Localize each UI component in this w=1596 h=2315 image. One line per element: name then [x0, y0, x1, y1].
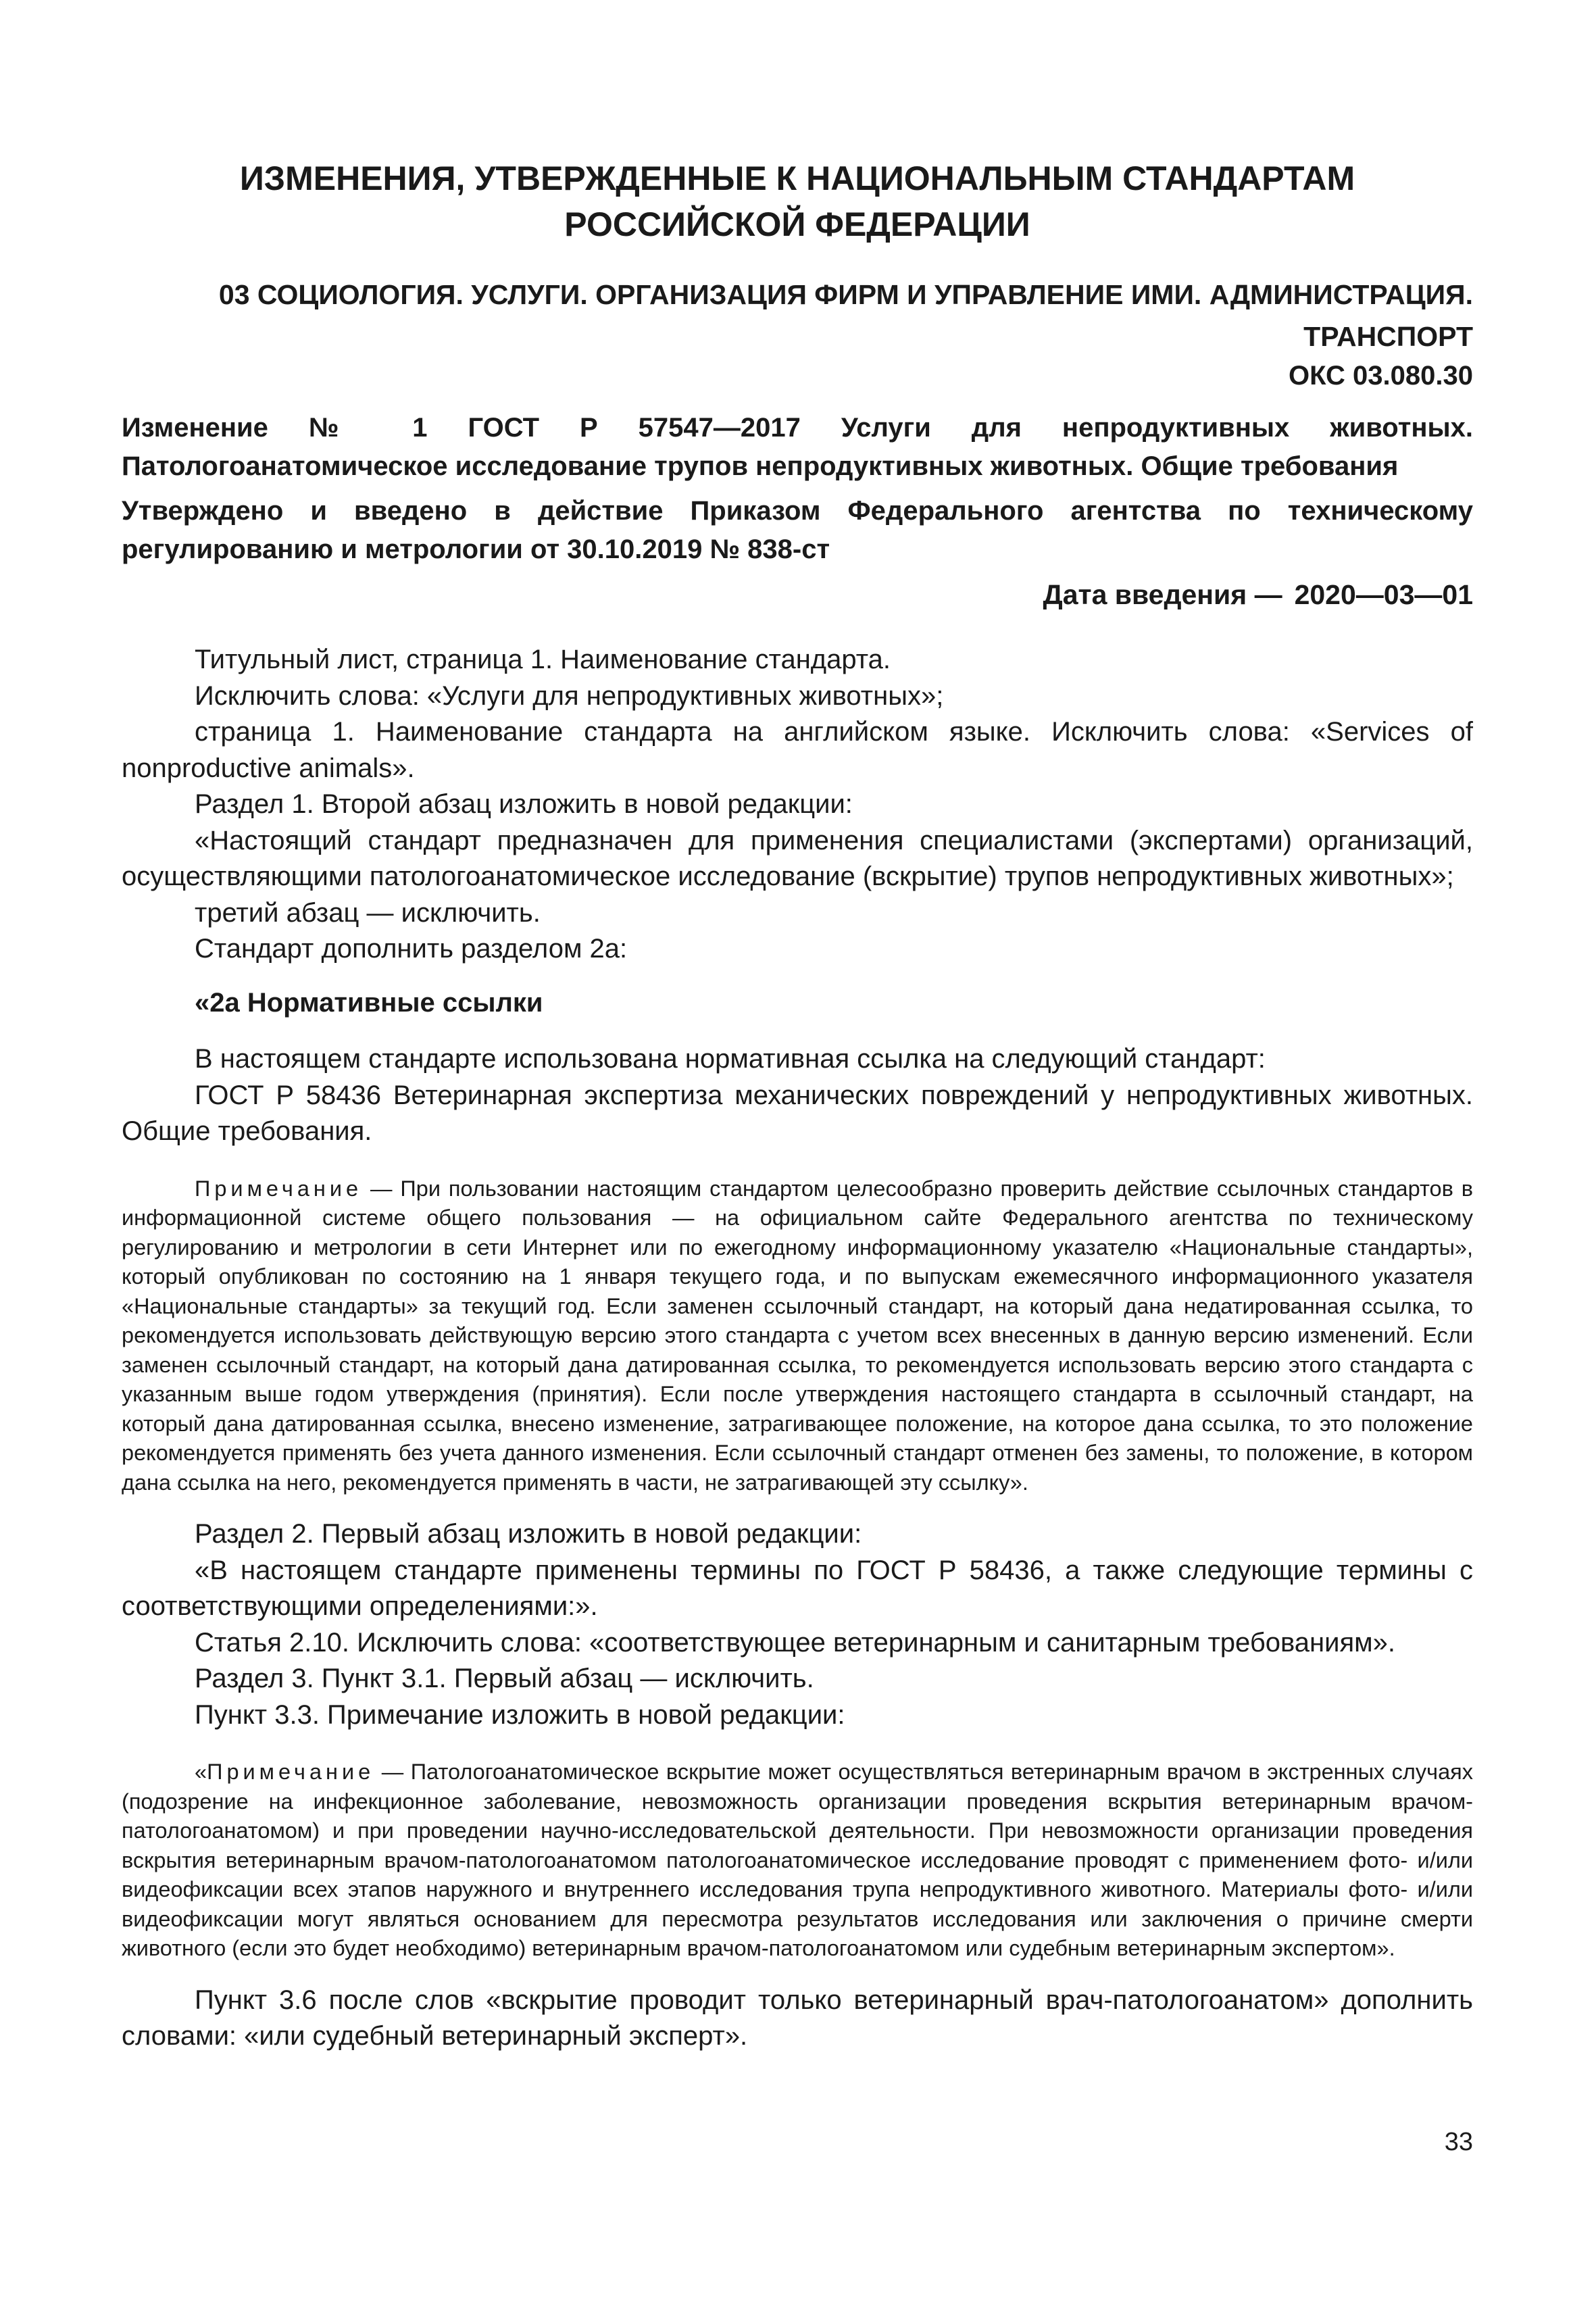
page-title-line2: РОССИЙСКОЙ ФЕДЕРАЦИИ: [564, 205, 1030, 243]
note-block: [122, 1758, 1473, 1964]
paragraph: страница 1. Наименование стандарта на английском языке. Исключить слова: «Services of nonproductive animals».: [122, 717, 1473, 783]
note-text: — При пользовании настоящим стандартом целесообразно проверить действие ссылочных стандартов в информационной системе общего пользования — на официальном сайте Федерального агентства по техническому регулированию и метрологии в сети Интернет или по ежегодному информационному указателю «Национальные стандарты», который опубликован по состоянию на 1 января текущего года, и по выпускам ежемесячного информационного указателя «Национальные стандарты» за текущий год. Если заменен ссылочный стандарт, на который дана недатированная ссылка, то рекомендуется использовать действующую версию этого стандарта с учетом всех внесенных в данную версию изменений. Если заменен ссылочный стандарт, на который дана датированная ссылка, то рекомендуется использовать версию этого стандарта с указанным выше годом утверждения (принятия). Если после утверждения настоящего стандарта в ссылочный стандарт, на который дана датированная ссылка, внесено изменение, затрагивающее положение, на которое дана ссылка, то это положение рекомендуется применять без учета данного изменения. Если ссылочный стандарт отменен без замены, то положение, в котором дана ссылка на него, рекомендуется применять в части, не затрагивающей эту ссылку».: [122, 1176, 1473, 1495]
effective-date-label: Дата введения —: [1043, 579, 1282, 610]
paragraph: Раздел 1. Второй абзац изложить в новой редакции:: [195, 789, 853, 819]
paragraph: «Настоящий стандарт предназначен для применения специалистами (экспертами) организаций, осуществляющими патологоанатомическое исследование (вскрытие) трупов непродуктивных животных»;: [122, 825, 1473, 891]
paragraph: «В настоящем стандарте применены термины по ГОСТ Р 58436, а также следующие термины с соответствующими определениями:».: [122, 1555, 1473, 1621]
paragraph: Пункт 3.6 после слов «вскрытие проводит только ветеринарный врач-патологоанатом» дополнить словами: «или судебный ветеринарный эксперт».: [122, 1985, 1473, 2051]
paragraph: Статья 2.10. Исключить слова: «соответствующее ветеринарным и санитарным требованиям».: [195, 1627, 1395, 1658]
oks-code: ОКС 03.080.30: [1289, 361, 1473, 391]
paragraph: Раздел 2. Первый абзац изложить в новой редакции:: [195, 1519, 862, 1549]
page-title: [189, 155, 1405, 247]
paragraph: Исключить слова: «Услуги для непродуктивных животных»;: [195, 680, 944, 711]
paragraph: Раздел 3. Пункт 3.1. Первый абзац — исключить.: [195, 1664, 814, 1693]
document-body: [122, 642, 1473, 2055]
effective-date-value: 2020—03—01: [1294, 579, 1473, 610]
page-number: 33: [1444, 2128, 1473, 2156]
effective-date: [878, 576, 1473, 614]
paragraph: третий абзац — исключить.: [195, 897, 541, 928]
note-label: Примечание: [207, 1760, 375, 1784]
change-title: Изменение № 1 ГОСТ Р 57547—2017 Услуги для непродуктивных животных. Патологоанатомическое исследование трупов непродуктивных животных. Общие требования: [122, 413, 1473, 481]
page-title-line1: ИЗМЕНЕНИЯ, УТВЕРЖДЕННЫЕ К НАЦИОНАЛЬНЫМ СТАНДАРТАМ: [239, 159, 1355, 197]
note-label: Примечание: [195, 1176, 363, 1201]
note-text: — Патологоанатомическое вскрытие может осуществляться ветеринарным врачом в экстренных случаях (подозрение на инфекционное заболевание, невозможность организации проведения вскрытия ветеринарным врачом-патологоанатомом) и при проведении научно-исследовательской деятельности. При невозможности организации проведения вскрытия ветеринарным врачом-патологоанатомом патологоанатомическое исследование проводят с применением фото- и/или видеофиксации всех этапов наружного и внутреннего исследования трупа непродуктивного животного. Материалы фото- и/или видеофиксации могут являться основанием для пересмотра результатов исследования или заключения о причине смерти животного (если это будет необходимо) ветеринарным врачом-патологоанатомом или судебным ветеринарным экспертом».: [122, 1760, 1474, 1960]
section-heading: [196, 274, 1473, 357]
subsection-heading: «2а Нормативные ссылки: [195, 987, 543, 1018]
section-heading-line1: 03 СОЦИОЛОГИЯ. УСЛУГИ. ОРГАНИЗАЦИЯ ФИРМ И УПРАВЛЕНИЕ ИМИ. АДМИНИСТРАЦИЯ.: [218, 279, 1473, 310]
paragraph: В настоящем стандарте использована нормативная ссылка на следующий стандарт:: [195, 1044, 1266, 1074]
paragraph: Пункт 3.3. Примечание изложить в новой редакции:: [195, 1699, 845, 1730]
paragraph: Стандарт дополнить разделом 2а:: [195, 934, 628, 964]
paragraph: Титульный лист, страница 1. Наименование стандарта.: [195, 645, 891, 674]
note-quote: «: [195, 1760, 207, 1784]
note-block: [122, 1174, 1473, 1498]
approval-statement: Утверждено и введено в действие Приказом Федерального агентства по техническому регулированию и метрологии от 30.10.2019 № 838-ст: [122, 496, 1473, 564]
paragraph: ГОСТ Р 58436 Ветеринарная экспертиза механических повреждений у непродуктивных животных. Общие требования.: [122, 1080, 1473, 1146]
section-heading-line2: ТРАНСПОРТ: [1303, 321, 1473, 352]
